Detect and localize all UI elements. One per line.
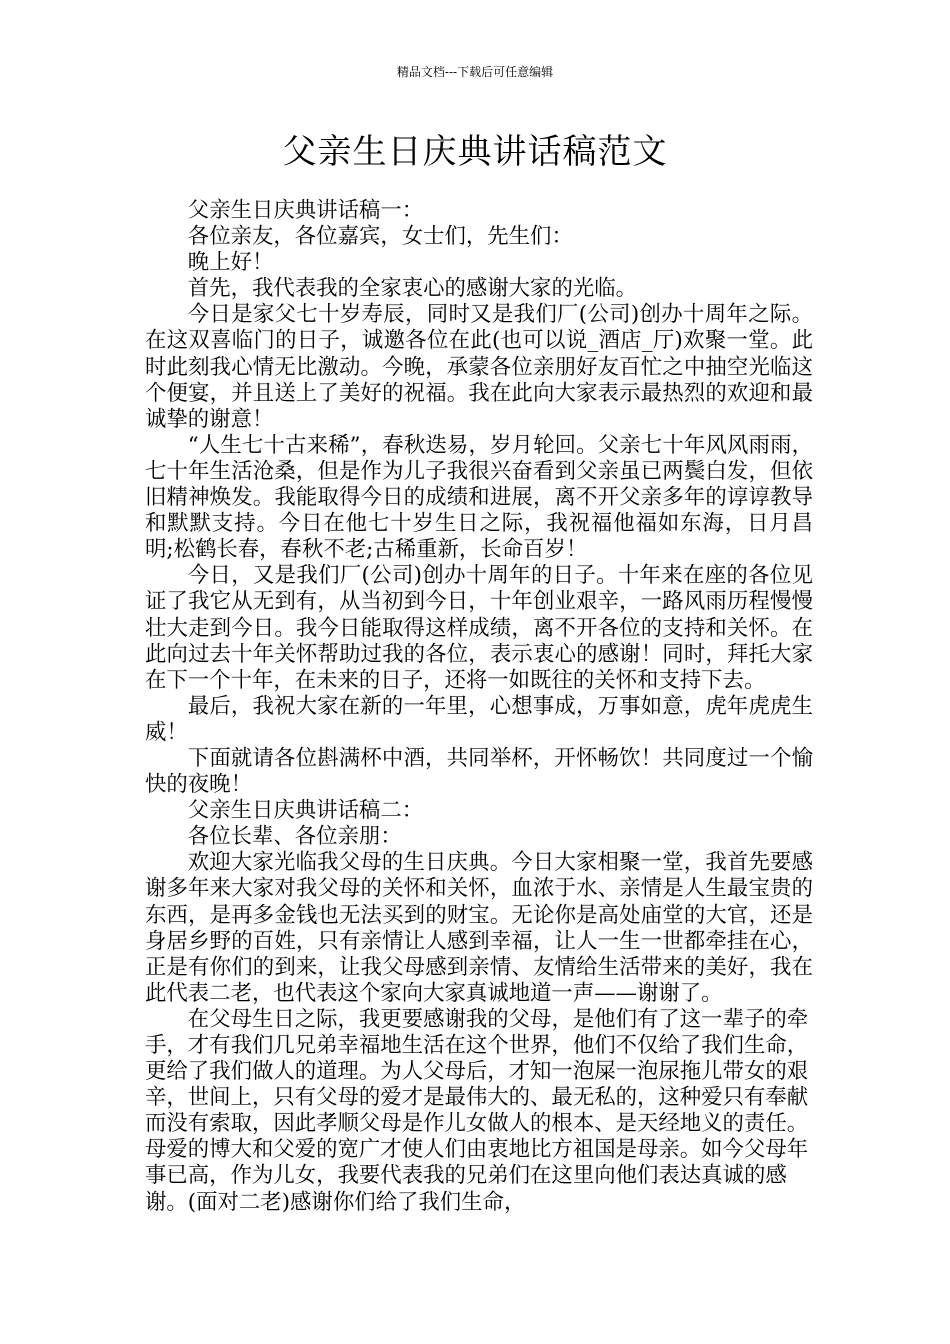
document-body (145, 198, 813, 1216)
paragraph-blessing: “人生七十古来稀”，春秋迭易，岁月轮回。父亲七十年风风雨雨，七十年生活沧桑，但是作为儿子我很兴奋看到父亲虽已两鬓白发，但依旧精神焕发。我能取得今日的成绩和进展，离不开父亲多年的谆谆教导和默默支持。今日在他七十岁生日之际，我祝福他福如东海，日月昌明;松鹤长春，春秋不老;古稀重新，长命百岁！ (145, 432, 813, 563)
paragraph-anniversary: 今日，又是我们厂(公司)创办十周年的日子。十年来在座的各位见证了我它从无到有，从当初到今日，十年创业艰辛，一路风雨历程慢慢壮大走到今日。我今日能取得这样成绩，离不开各位的支持和关怀。在此向过去十年关怀帮助过我的各位，表示衷心的感谢！同时，拜托大家在下一个十年，在未来的日子，还将一如既往的关怀和支持下去。 (145, 563, 813, 693)
paragraph-thanks: 首先，我代表我的全家衷心的感谢大家的光临。 (187, 276, 638, 302)
paragraph-salutation-two: 各位长辈、各位亲朋： (187, 824, 402, 850)
paragraph-wishes: 最后，我祝大家在新的一年里，心想事成，万事如意，虎年虎虎生威！ (145, 693, 813, 745)
paragraph-toast: 下面就请各位斟满杯中酒，共同举杯，开怀畅饮！共同度过一个愉快的夜晚！ (145, 745, 813, 798)
paragraph-birthday: 今日是家父七十岁寿辰，同时又是我们厂(公司)创办十周年之际。在这双喜临门的日子，诚邀各位在此(也可以说_酒店_厅)欢聚一堂。此时此刻我心情无比激动。今晚，承蒙各位亲朋好友百忙之中抽空光临这个便宴，并且送上了美好的祝福。我在此向大家表示最热烈的欢迎和最诚挚的谢意！ (145, 302, 813, 432)
paragraph-gratitude-parents: 在父母生日之际，我更要感谢我的父母，是他们有了这一辈子的牵手，才有我们几兄弟幸福地生活在这个世界，他们不仅给了我们生命，更给了我们做人的道理。为人父母后，才知一泡屎一泡尿拖儿带女的艰辛，世间上，只有父母的爱才是最伟大的、最无私的，这种爱只有奉献而没有索取，因此孝顺父母是作儿女做人的根本、是天经地义的责任。母爱的博大和父爱的宽广才使人们由衷地比方祖国是母亲。如今父母年事已高，作为儿女，我要代表我的兄弟们在这里向他们表达真诚的感谢。(面对二老)感谢你们给了我们生命， (145, 1006, 809, 1215)
paragraph-salutation: 各位亲友，各位嘉宾，女士们，先生们： (187, 224, 573, 250)
page-header: 精品文档---下载后可任意编辑 (396, 65, 554, 79)
paragraph-welcome: 欢迎大家光临我父母的生日庆典。今日大家相聚一堂，我首先要感谢多年来大家对我父母的关怀和关怀，血浓于水、亲情是人生最宝贵的东西，是再多金钱也无法买到的财宝。无论你是高处庙堂的大官，还是身居乡野的百姓，只有亲情让人感到幸福，让人一生一世都牵挂在心，正是有你们的到来，让我父母感到亲情、友情给生活带来的美好，我在此代表二老，也代表这个家向大家真诚地道一声——谢谢了。 (145, 850, 813, 1006)
paragraph-speech-one-heading: 父亲生日庆典讲话稿一： (187, 198, 424, 223)
document-title: 父亲生日庆典讲话稿范文 (282, 132, 668, 172)
paragraph-speech-two-heading: 父亲生日庆典讲话稿二： (187, 798, 424, 824)
paragraph-greeting: 晚上好！ (187, 250, 274, 276)
